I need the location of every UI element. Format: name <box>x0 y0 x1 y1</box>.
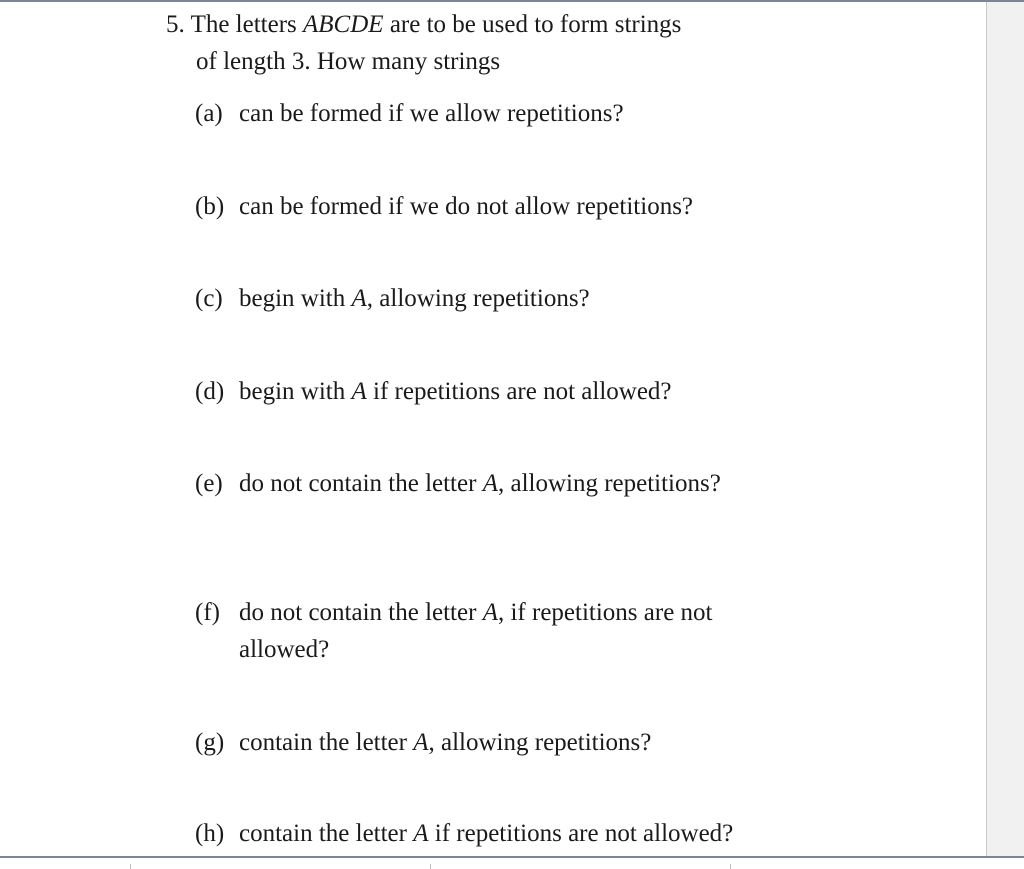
problem-letters: ABCDE <box>303 11 384 38</box>
part-text-pre: do not contain the letter <box>239 470 477 497</box>
part-text: can be formed if we allow repetitions? <box>239 100 624 127</box>
top-border <box>0 0 1024 2</box>
part-text-continuation: allowed? <box>239 636 330 663</box>
bottom-border <box>0 856 1024 858</box>
problem-text-after: are to be used to form strings <box>389 11 682 38</box>
part-label: (d) <box>195 378 225 405</box>
part-variable: A <box>413 820 429 847</box>
part-f <box>195 594 712 668</box>
ruler-tick <box>130 864 131 869</box>
part-label: (f) <box>195 599 220 626</box>
part-c <box>195 280 590 317</box>
part-text-pre: contain the letter <box>239 729 407 756</box>
part-text-pre: do not contain the letter <box>239 599 477 626</box>
part-b <box>195 188 693 225</box>
part-h <box>195 815 733 852</box>
part-text-post: , allowing repetitions? <box>428 729 652 756</box>
part-text-post: , allowing repetitions? <box>366 285 590 312</box>
part-text-post: , if repetitions are not <box>497 599 713 626</box>
part-label: (a) <box>195 100 223 127</box>
scrollbar-gutter[interactable] <box>986 2 1024 857</box>
part-text-pre: begin with <box>239 378 346 405</box>
part-g <box>195 724 651 761</box>
ruler-tick <box>730 864 731 869</box>
problem-number: 5. <box>166 11 185 38</box>
part-text-pre: contain the letter <box>239 820 407 847</box>
part-variable: A <box>413 729 429 756</box>
problem-line-2: of length 3. How many strings <box>196 48 501 75</box>
part-text: can be formed if we do not allow repetitions? <box>239 193 694 220</box>
problem-statement <box>166 6 826 80</box>
part-label: (g) <box>195 729 225 756</box>
part-variable: A <box>351 285 367 312</box>
part-variable: A <box>351 378 367 405</box>
part-label: (c) <box>195 285 223 312</box>
part-variable: A <box>482 599 498 626</box>
ruler-tick <box>430 864 431 869</box>
part-e <box>195 465 721 502</box>
part-label: (b) <box>195 193 225 220</box>
part-text-post: if repetitions are not allowed? <box>434 820 734 847</box>
part-text-post: , allowing repetitions? <box>497 470 721 497</box>
part-d <box>195 373 672 410</box>
part-text-pre: begin with <box>239 285 346 312</box>
part-label: (h) <box>195 820 225 847</box>
part-text-post: if repetitions are not allowed? <box>373 378 672 405</box>
part-label: (e) <box>195 470 223 497</box>
part-a <box>195 95 624 132</box>
part-variable: A <box>482 470 498 497</box>
problem-text-before: The letters <box>190 11 297 38</box>
